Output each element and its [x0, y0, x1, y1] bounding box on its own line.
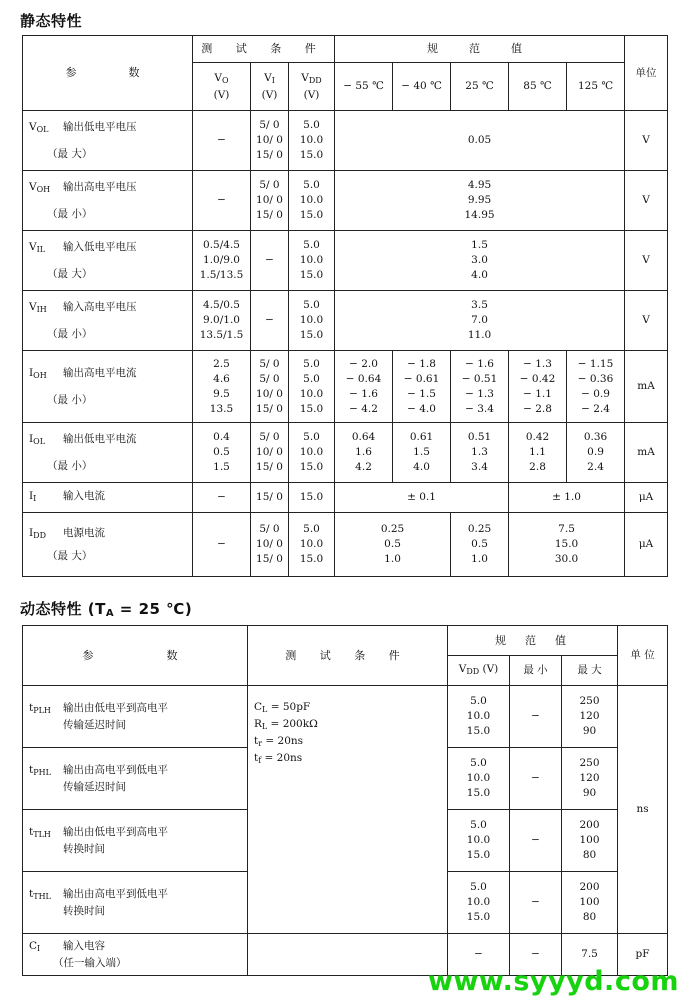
param-vil: $V_{IL}$ 输入低电平电压 （最 大） — [23, 231, 193, 291]
col-vo: $V_O$ (V) — [193, 63, 251, 111]
param-ioh: $I_{OH}$ 输出高电平电流 （最 小） — [23, 351, 193, 423]
param-vol: $V_{OL}$ 输出低电平电压 （最 大） — [23, 111, 193, 171]
table-row: $I_{OH}$ 输出高电平电流 （最 小） 2.5 4.6 9.5 13.5 5/ 0 5/ 0 10/ 0 15/ 0 5.0 5.0 10.0 15.0 − 2.0 − 0.64 − 1.6 − 4.2 − 1.8 − 0.61 − 1.5 − 4.0 − 1.6 − 0.51 − 1.3 − 3.4 − 1.3 − 0.42 − 1.1 − 2.8 − 1.15 − 0.36 − 0.9 − 2.4 mA — [23, 351, 668, 423]
header-spec-values: 规 范 值 — [335, 36, 625, 63]
table-row: $I_{OL}$ 输出低电平电流 （最 小） 0.4 0.5 1.5 5/ 0 10/ 0 15/ 0 5.0 10.0 15.0 0.64 1.6 4.2 0.61 1.5 4.0 0.51 1.3 3.4 0.42 1.1 2.8 0.36 0.9 2.4 mA — [23, 423, 668, 483]
static-section-title: 静态特性 — [20, 12, 83, 30]
dyn-header-param: 参 数 — [23, 626, 248, 686]
param-idd: $I_{DD}$ 电源电流 （最 大） — [23, 513, 193, 577]
table-row: $C_I$ 输入电容 （任一输入端） − − 7.5 pF — [23, 934, 668, 976]
header-param: 参 数 — [23, 36, 193, 111]
col-temp-125: 125 ℃ — [567, 63, 625, 111]
test-conditions: $C_L = 50pF$ $R_L = 200k\Omega$ $t_r = 20ns$ $t_f = 20ns$ — [248, 686, 448, 934]
param-iol: $I_{OL}$ 输出低电平电流 （最 小） — [23, 423, 193, 483]
param-ci: $C_I$ 输入电容 （任一输入端） — [23, 934, 248, 976]
spec-value: 4.95 9.95 14.95 — [335, 171, 625, 231]
table-row: $t_{PLH}$ 输出由低电平到高电平 传输延迟时间 $C_L = 50pF$ $R_L = 200k\Omega$ $t_r = 20ns$ $t_f = 20ns$ 5.0 10.0 15.0 − 250 120 90 ns — [23, 686, 668, 748]
table-row: $t_{PHL}$ 输出由高电平到低电平 传输延迟时间 5.0 10.0 15.0 − 250 120 90 — [23, 748, 668, 810]
static-characteristics-table — [22, 35, 668, 577]
dyn-col-vdd: $V_{DD}$ (V) — [448, 656, 510, 686]
spec-value: 3.5 7.0 11.0 — [335, 291, 625, 351]
header-unit: 单位 — [625, 36, 668, 111]
col-temp-m40: − 40 ℃ — [393, 63, 451, 111]
table-row: $t_{THL}$ 输出由高电平到低电平 转换时间 5.0 10.0 15.0 − 200 100 80 — [23, 872, 668, 934]
dyn-col-min: 最 小 — [510, 656, 562, 686]
param-vih: $V_{IH}$ 输入高电平电压 （最 小） — [23, 291, 193, 351]
dyn-header-conditions: 测 试 条 件 — [248, 626, 448, 686]
table-row: $I_{DD}$ 电源电流 （最 大） − 5/ 0 10/ 0 15/ 0 5.0 10.0 15.0 0.25 0.5 1.0 0.25 0.5 1.0 7.5 15.0 30.0 μA — [23, 513, 668, 577]
dynamic-section-title: 动态特性 ($T_A = 25$ ℃) — [20, 600, 193, 619]
table-row: $I_I$ 输入电流 − 15/ 0 15.0 ± 0.1 ± 1.0 μA — [23, 483, 668, 513]
dynamic-characteristics-table — [22, 625, 668, 976]
param-ttlh: $t_{TLH}$ 输出由低电平到高电平 转换时间 — [23, 810, 248, 872]
col-temp-25: 25 ℃ — [451, 63, 509, 111]
param-tthl: $t_{THL}$ 输出由高电平到低电平 转换时间 — [23, 872, 248, 934]
dyn-header-spec: 规 范 值 — [448, 626, 618, 656]
param-ii: $I_I$ 输入电流 — [23, 483, 193, 513]
table-row: $V_{IH}$ 输入高电平电压 （最 小） 4.5/0.5 9.0/1.0 13.5/1.5 − 5.0 10.0 15.0 3.5 7.0 11.0 V — [23, 291, 668, 351]
col-temp-85: 85 ℃ — [509, 63, 567, 111]
header-test-conditions: 测 试 条 件 — [193, 36, 335, 63]
dyn-header-unit: 单 位 — [618, 626, 668, 686]
param-tplh: $t_{PLH}$ 输出由低电平到高电平 传输延迟时间 — [23, 686, 248, 748]
spec-value: 0.05 — [335, 111, 625, 171]
param-voh: $V_{OH}$ 输出高电平电压 （最 小） — [23, 171, 193, 231]
table-row: $V_{OL}$ 输出低电平电压 （最 大） − 5/ 0 10/ 0 15/ 0 5.0 10.0 15.0 0.05 V — [23, 111, 668, 171]
col-temp-m55: − 55 ℃ — [335, 63, 393, 111]
col-vdd: $V_{DD}$ (V) — [289, 63, 335, 111]
table-row: $t_{TLH}$ 输出由低电平到高电平 转换时间 5.0 10.0 15.0 − 200 100 80 — [23, 810, 668, 872]
watermark: www.syyyd.com — [428, 966, 680, 997]
table-row: $V_{OH}$ 输出高电平电压 （最 小） − 5/ 0 10/ 0 15/ 0 5.0 10.0 15.0 4.95 9.95 14.95 V — [23, 171, 668, 231]
table-row: $V_{IL}$ 输入低电平电压 （最 大） 0.5/4.5 1.0/9.0 1.5/13.5 − 5.0 10.0 15.0 1.5 3.0 4.0 V — [23, 231, 668, 291]
col-vi: $V_I$ (V) — [251, 63, 289, 111]
spec-value: 1.5 3.0 4.0 — [335, 231, 625, 291]
param-tphl: $t_{PHL}$ 输出由高电平到低电平 传输延迟时间 — [23, 748, 248, 810]
dyn-col-max: 最 大 — [562, 656, 618, 686]
